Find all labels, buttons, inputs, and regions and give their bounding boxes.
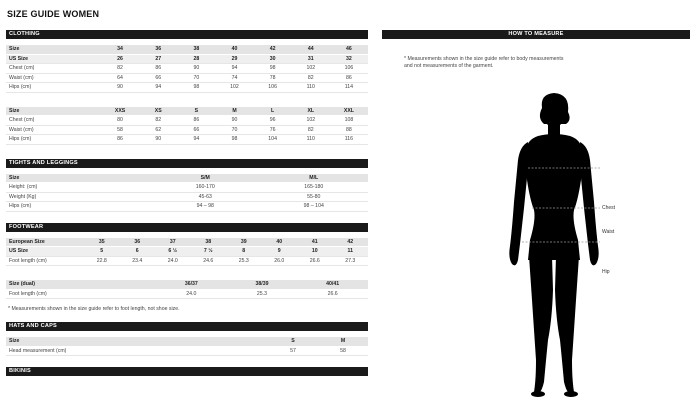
table-header-row: [6, 280, 368, 289]
footwear-table-sizes: [6, 238, 368, 267]
table-row: [6, 64, 368, 74]
row-label-cell: Hips (cm): [6, 135, 101, 145]
table-cell: 108: [330, 116, 368, 126]
table-row: [6, 54, 368, 64]
page-title: SIZE GUIDE WOMEN: [7, 9, 100, 19]
table-cell: 25.3: [227, 289, 298, 299]
row-label-cell: Chest (cm): [6, 116, 101, 126]
table-row: [6, 192, 368, 202]
table-cell: 26.6: [297, 289, 368, 299]
table-cell: 26.6: [297, 256, 333, 266]
table-cell: 160-170: [151, 183, 260, 193]
table-cell: 88: [330, 125, 368, 135]
table-cell: 26.0: [262, 256, 298, 266]
table-cell: 86: [330, 73, 368, 83]
row-label-cell: US Size: [6, 247, 84, 257]
table-cell: S/M: [151, 174, 260, 183]
table-cell: 40: [215, 45, 253, 54]
table-row: [6, 135, 368, 145]
table-header-row: [6, 337, 368, 346]
table-cell: 35: [84, 238, 120, 247]
table-cell: 36/37: [156, 280, 227, 289]
body-silhouette: [482, 90, 642, 400]
table-cell: 45-63: [151, 192, 260, 202]
table-cell: 22.8: [84, 256, 120, 266]
row-label-cell: Foot length (cm): [6, 256, 84, 266]
table-cell: 90: [101, 83, 139, 93]
table-cell: 82: [292, 125, 330, 135]
table-cell: 86: [101, 135, 139, 145]
how-to-measure-bar: HOW TO MEASURE: [382, 30, 690, 39]
clothing-table-letter: [6, 107, 368, 145]
table-cell: 62: [139, 125, 177, 135]
table-cell: XS: [139, 107, 177, 116]
table-header-row: [6, 238, 368, 247]
table-cell: 29: [215, 54, 253, 64]
table-cell: 94: [215, 64, 253, 74]
row-label-cell: Waist (cm): [6, 125, 101, 135]
table-cell: 27: [139, 54, 177, 64]
footwear-table-dual: [6, 280, 368, 299]
table-cell: S: [268, 337, 318, 346]
how-to-measure-panel: [382, 30, 690, 401]
chest-label: Chest: [602, 205, 616, 211]
table-cell: 9: [262, 247, 298, 257]
table-cell: 37: [155, 238, 191, 247]
table-cell: 58: [101, 125, 139, 135]
table-cell: 66: [139, 73, 177, 83]
table-cell: 57: [268, 346, 318, 356]
table-header-row: [6, 174, 368, 183]
table-cell: 90: [177, 64, 215, 74]
table-cell: 36: [120, 238, 156, 247]
row-label-cell: Height: (cm): [6, 183, 151, 193]
row-label-cell: Hips (cm): [6, 202, 151, 212]
row-label-cell: European Size: [6, 238, 84, 247]
table-header-row: [6, 107, 368, 116]
table-row: [6, 116, 368, 126]
table-cell: 94: [177, 135, 215, 145]
table-cell: 55-80: [260, 192, 369, 202]
table-cell: 6: [120, 247, 156, 257]
table-cell: 24.6: [191, 256, 227, 266]
table-cell: 66: [177, 125, 215, 135]
hats-section-bar: HATS AND CAPS: [6, 322, 368, 331]
clothing-section-bar: CLOTHING: [6, 30, 368, 39]
table-cell: 38: [177, 45, 215, 54]
footwear-note: * Measurements shown in the size guide refer to foot length, not shoe size.: [8, 306, 180, 312]
table-cell: 98: [177, 83, 215, 93]
row-label-cell: Hips (cm): [6, 83, 101, 93]
table-cell: 23.4: [120, 256, 156, 266]
tights-table: [6, 174, 368, 212]
table-row: [6, 346, 368, 356]
table-cell: 58: [318, 346, 368, 356]
table-cell: 8: [226, 247, 262, 257]
footwear-section-bar: FOOTWEAR: [6, 223, 368, 232]
table-cell: 78: [254, 73, 292, 83]
table-row: [6, 202, 368, 212]
row-label-cell: Size (dual): [6, 280, 156, 289]
table-cell: 116: [330, 135, 368, 145]
table-cell: 106: [254, 83, 292, 93]
hats-table: [6, 337, 368, 356]
table-cell: L: [254, 107, 292, 116]
table-cell: 106: [330, 64, 368, 74]
table-row: [6, 256, 368, 266]
row-label-cell: Size: [6, 174, 151, 183]
table-cell: 25.3: [226, 256, 262, 266]
tights-section-bar: TIGHTS AND LEGGINGS: [6, 159, 368, 168]
row-label-cell: US Size: [6, 54, 101, 64]
table-cell: 114: [330, 83, 368, 93]
table-cell: 74: [215, 73, 253, 83]
table-cell: 27.3: [333, 256, 369, 266]
table-cell: 24.0: [156, 289, 227, 299]
table-cell: 110: [292, 83, 330, 93]
table-cell: 32: [330, 54, 368, 64]
row-label-cell: Size: [6, 45, 101, 54]
row-label-cell: Head measurement (cm): [6, 346, 268, 356]
table-cell: 44: [292, 45, 330, 54]
table-row: [6, 183, 368, 193]
row-label-cell: Weight (Kg): [6, 192, 151, 202]
table-cell: 102: [292, 116, 330, 126]
table-cell: 94 – 98: [151, 202, 260, 212]
table-cell: 40/41: [297, 280, 368, 289]
size-tables-column: [6, 30, 368, 376]
table-cell: 165-180: [260, 183, 369, 193]
row-label-cell: Waist (cm): [6, 73, 101, 83]
table-row: [6, 83, 368, 93]
table-cell: 39: [226, 238, 262, 247]
table-cell: 70: [215, 125, 253, 135]
table-cell: 104: [254, 135, 292, 145]
table-row: [6, 125, 368, 135]
waist-label: Waist: [602, 229, 615, 235]
table-cell: 98: [215, 135, 253, 145]
table-cell: 11: [333, 247, 369, 257]
table-cell: 6 ½: [155, 247, 191, 257]
table-cell: 98 – 104: [260, 202, 369, 212]
table-cell: 76: [254, 125, 292, 135]
measure-note: * Measurements shown in the size guide refer to body measurements and not measurements of the garment.: [404, 56, 564, 69]
table-cell: 98: [254, 64, 292, 74]
clothing-table-numeric: [6, 45, 368, 93]
table-cell: 86: [177, 116, 215, 126]
table-cell: 70: [177, 73, 215, 83]
table-cell: 96: [254, 116, 292, 126]
table-cell: 28: [177, 54, 215, 64]
row-label-cell: Size: [6, 107, 101, 116]
table-cell: 30: [254, 54, 292, 64]
table-cell: S: [177, 107, 215, 116]
table-cell: 40: [262, 238, 298, 247]
table-cell: 26: [101, 54, 139, 64]
table-row: [6, 73, 368, 83]
table-cell: 82: [101, 64, 139, 74]
silhouette-icon: [482, 90, 642, 400]
table-cell: 38: [191, 238, 227, 247]
table-cell: 110: [292, 135, 330, 145]
table-cell: M: [318, 337, 368, 346]
row-label-cell: Chest (cm): [6, 64, 101, 74]
table-cell: 86: [139, 64, 177, 74]
table-cell: M/L: [260, 174, 369, 183]
table-cell: 64: [101, 73, 139, 83]
table-header-row: [6, 45, 368, 54]
table-cell: M: [215, 107, 253, 116]
table-row: [6, 289, 368, 299]
table-cell: 36: [139, 45, 177, 54]
row-label-cell: Size: [6, 337, 268, 346]
table-cell: 38/39: [227, 280, 298, 289]
table-cell: 7 ½: [191, 247, 227, 257]
table-cell: XL: [292, 107, 330, 116]
hip-label: Hip: [602, 269, 610, 275]
table-cell: 102: [292, 64, 330, 74]
table-cell: 82: [292, 73, 330, 83]
table-cell: 90: [215, 116, 253, 126]
table-cell: 90: [139, 135, 177, 145]
table-cell: 102: [215, 83, 253, 93]
row-label-cell: Foot length (cm): [6, 289, 156, 299]
table-cell: XXS: [101, 107, 139, 116]
table-cell: 80: [101, 116, 139, 126]
table-cell: 94: [139, 83, 177, 93]
table-cell: 82: [139, 116, 177, 126]
table-cell: 10: [297, 247, 333, 257]
table-cell: 5: [84, 247, 120, 257]
bikinis-section-bar[interactable]: BIKINIS: [6, 367, 368, 376]
table-cell: 41: [297, 238, 333, 247]
table-row: [6, 247, 368, 257]
table-cell: 42: [333, 238, 369, 247]
table-cell: 46: [330, 45, 368, 54]
table-cell: XXL: [330, 107, 368, 116]
table-cell: 42: [254, 45, 292, 54]
table-cell: 24.0: [155, 256, 191, 266]
table-cell: 34: [101, 45, 139, 54]
table-cell: 31: [292, 54, 330, 64]
